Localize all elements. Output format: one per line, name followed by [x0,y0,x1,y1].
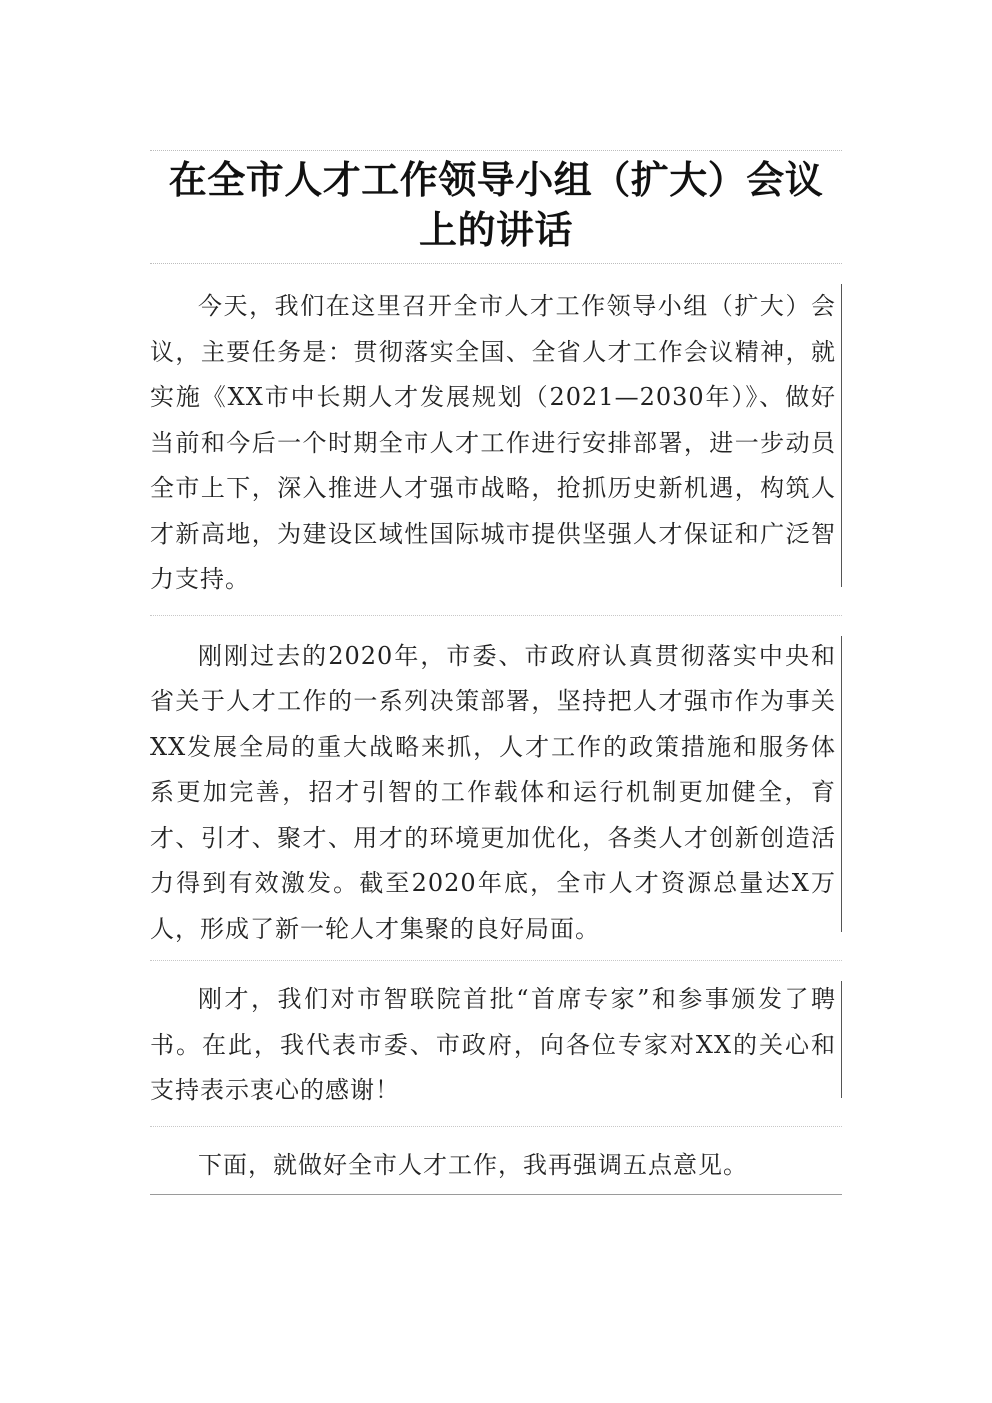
document-title: 在全市人才工作领导小组（扩大）会议上的讲话 [168,157,824,252]
document-body [150,150,842,1195]
paragraph-block [150,616,842,962]
paragraph-1: 今天，我们在这里召开全市人才工作领导小组（扩大）会议，主要任务是：贯彻落实全国、全省人才工作会议精神，就实施《XX市中长期人才发展规划（2021—2030年）》、做好当前和今后一个时期全市人才工作进行安排部署，进一步动员全市上下，深入推进人才强市战略，抢抓历史新机遇，构筑人才新高地，为建设区域性国际城市提供坚强人才保证和广泛智力支持。 [150,292,836,593]
paragraph-2: 刚刚过去的2020年，市委、市政府认真贯彻落实中央和省关于人才工作的一系列决策部署，坚持把人才强市作为事关XX发展全局的重大战略来抓，人才工作的政策措施和服务体系更加完善，招才引智的工作载体和运行机制更加健全，育才、引才、聚才、用才的环境更加优化，各类人才创新创造活力得到有效激发。截至2020年底，全市人才资源总量达X万人，形成了新一轮人才集聚的良好局面。 [150,641,836,943]
paragraph-block [150,264,842,616]
paragraph-3: 刚才，我们对市智联院首批“首席专家”和参事颁发了聘书。在此，我代表市委、市政府，向各位专家对XX的关心和支持表示衷心的感谢！ [150,985,836,1104]
paragraph-block [150,961,842,1127]
paragraph-4: 下面，就做好全市人才工作，我再强调五点意见。 [198,1150,748,1179]
title-block [150,150,842,264]
paragraph-block [150,1127,842,1196]
